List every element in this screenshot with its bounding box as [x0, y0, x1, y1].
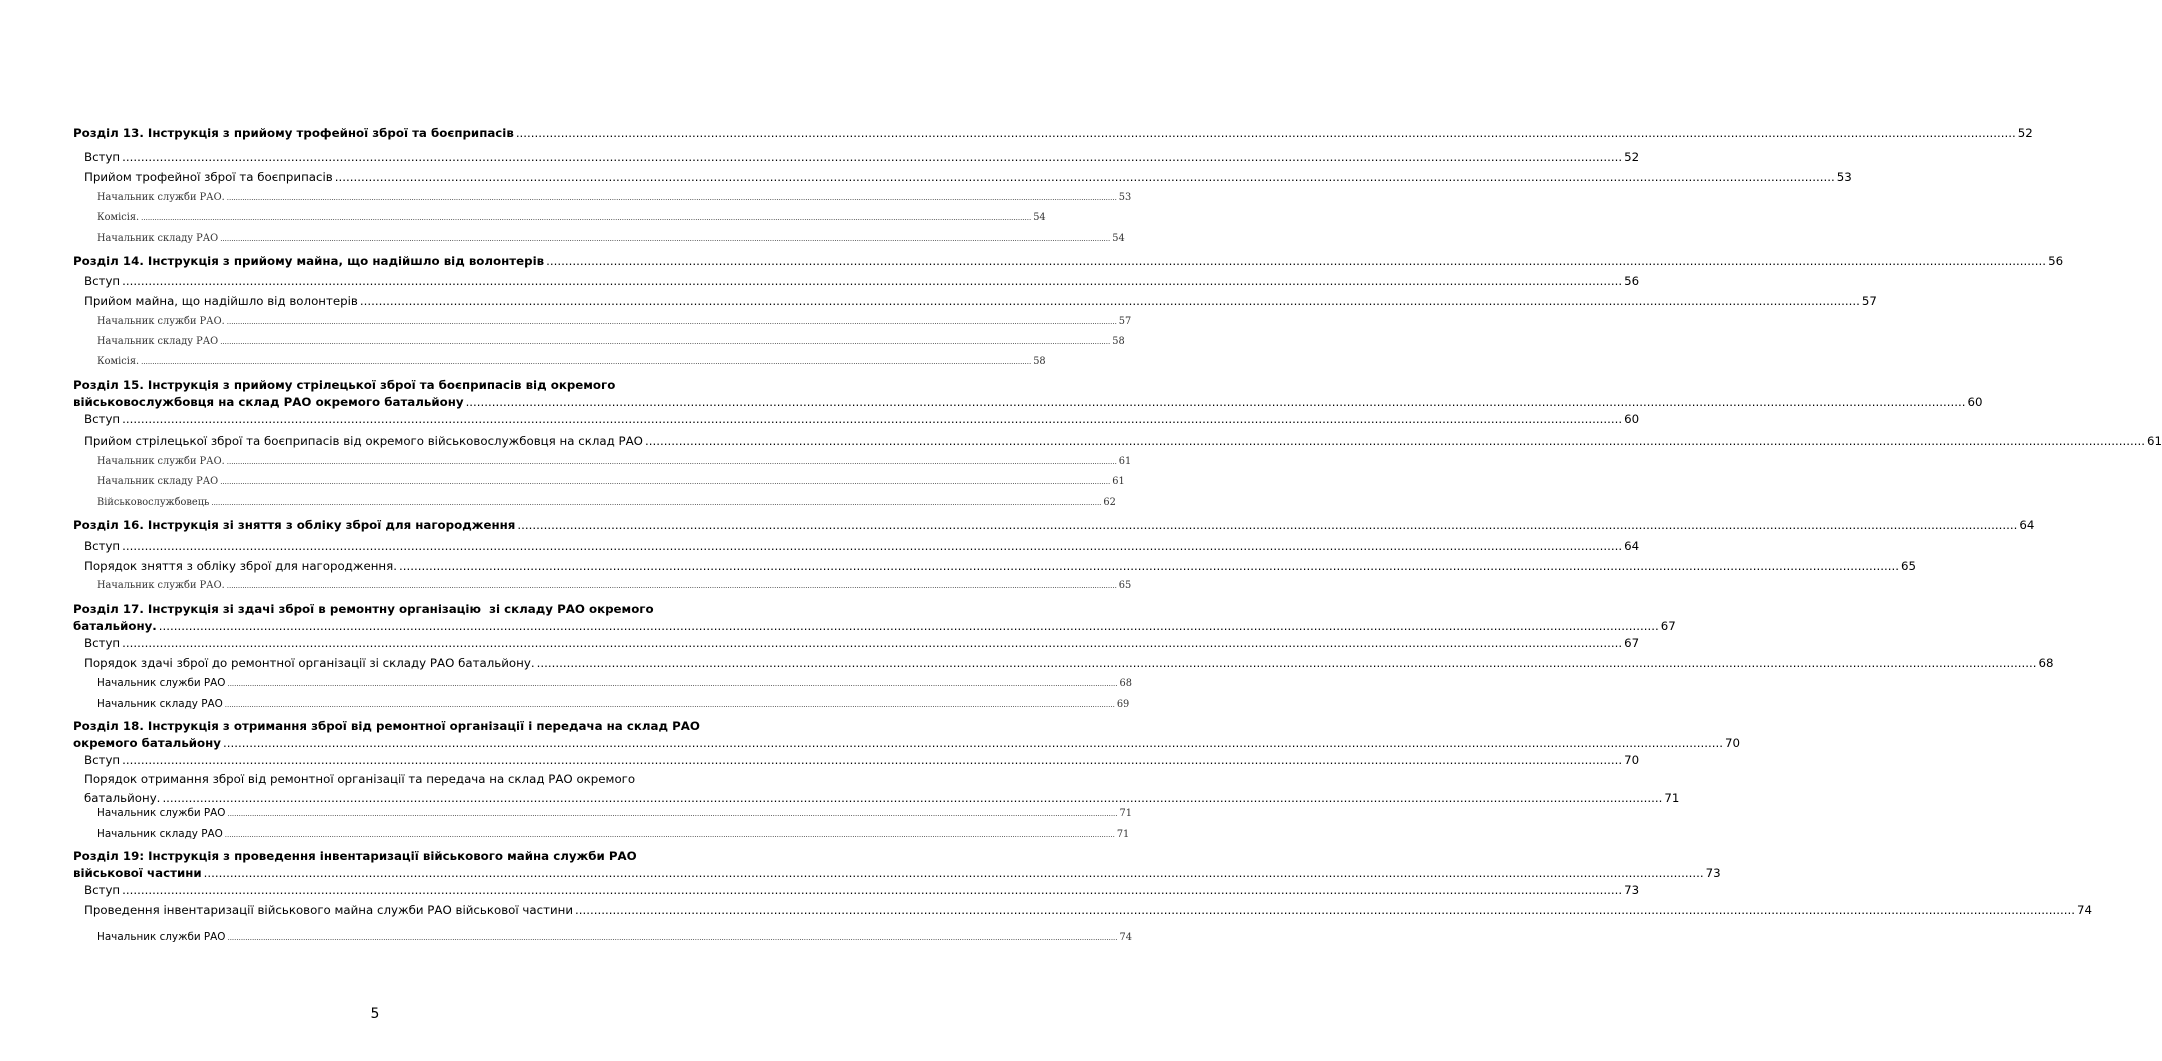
toc-page-number: 60 — [1624, 412, 1640, 426]
toc-line — [84, 901, 2092, 919]
toc-line — [73, 864, 1721, 882]
dot-leader: ................................................................................................................................................................................................................................................................................................................................................................................................................ — [226, 318, 1117, 326]
dot-leader: ................................................................................................................................................................................................................................................................................................................................................................................................................ — [122, 883, 1623, 897]
toc-title: Вступ — [84, 150, 121, 164]
toc-title: Порядок отримання зброї від ремонтної організації та передача на склад РАО окремого — [84, 772, 636, 786]
toc-line — [84, 432, 2162, 450]
toc-page-number: 69 — [1116, 699, 1130, 710]
dot-leader: ................................................................................................................................................................................................................................................................................................................................................................................................................ — [334, 170, 1835, 184]
toc-line — [97, 190, 1132, 206]
toc-line — [84, 557, 1916, 575]
toc-page-number: 74 — [2076, 903, 2092, 917]
toc-page-number: 71 — [1664, 791, 1680, 805]
dot-leader: ................................................................................................................................................................................................................................................................................................................................................................................................................ — [227, 934, 1118, 942]
dot-leader: ................................................................................................................................................................................................................................................................................................................................................................................................................ — [226, 194, 1117, 202]
dot-leader: ................................................................................................................................................................................................................................................................................................................................................................................................................ — [224, 831, 1115, 839]
toc-line — [97, 495, 1116, 511]
toc-line — [73, 617, 1676, 635]
toc-line — [84, 537, 1640, 555]
toc-line — [73, 734, 1740, 752]
toc-line — [84, 770, 668, 788]
toc-page-number: 74 — [1119, 932, 1132, 943]
dot-leader: ................................................................................................................................................................................................................................................................................................................................................................................................................ — [465, 395, 1966, 409]
dot-leader: ................................................................................................................................................................................................................................................................................................................................................................................................................ — [203, 866, 1704, 880]
toc-line — [84, 168, 1852, 186]
dot-leader: ................................................................................................................................................................................................................................................................................................................................................................................................................ — [220, 235, 1111, 243]
toc-line — [97, 675, 1132, 691]
toc-line — [84, 881, 1640, 899]
toc-title: Розділ 19: Інструкція з проведення інвентаризації військового майна служби РАО — [73, 849, 637, 863]
toc-page-number: 67 — [1624, 636, 1640, 650]
dot-leader: ................................................................................................................................................................................................................................................................................................................................................................................................................ — [536, 656, 2037, 670]
dot-leader: ................................................................................................................................................................................................................................................................................................................................................................................................................ — [359, 294, 1860, 308]
toc-line — [84, 654, 2054, 672]
toc-title: окремого батальйону — [73, 736, 221, 750]
toc-line — [84, 410, 1640, 428]
toc-line — [73, 252, 2064, 270]
dot-leader: ................................................................................................................................................................................................................................................................................................................................................................................................................ — [224, 701, 1115, 709]
toc-page-number: 68 — [2038, 656, 2054, 670]
toc-page-number: 71 — [1119, 808, 1132, 819]
toc-line — [97, 231, 1125, 247]
toc-title: Начальник служби РАО. — [97, 456, 225, 467]
toc-title: Вступ — [84, 274, 121, 288]
toc-line — [73, 516, 2035, 534]
toc-page-number: 52 — [2017, 126, 2033, 140]
dot-leader: ................................................................................................................................................................................................................................................................................................................................................................................................................ — [226, 458, 1117, 466]
toc-title: Розділ 14. Інструкція з прийому майна, що надійшло від волонтерів — [73, 254, 545, 268]
dot-leader: ................................................................................................................................................................................................................................................................................................................................................................................................................ — [226, 582, 1117, 590]
toc-title: Розділ 13. Інструкція з прийому трофейної зброї та боєприпасів — [73, 126, 514, 140]
dot-leader: ................................................................................................................................................................................................................................................................................................................................................................................................................ — [644, 434, 2145, 448]
dot-leader: ................................................................................................................................................................................................................................................................................................................................................................................................................ — [546, 254, 2047, 268]
dot-leader: ................................................................................................................................................................................................................................................................................................................................................................................................................ — [223, 736, 1723, 750]
toc-line — [73, 717, 700, 735]
dot-leader: ................................................................................................................................................................................................................................................................................................................................................................................................................ — [227, 810, 1118, 818]
dot-leader: ................................................................................................................................................................................................................................................................................................................................................................................................................ — [162, 791, 1663, 805]
toc-title: Військовослужбовець — [97, 497, 210, 508]
toc-page-number: 64 — [2019, 518, 2035, 532]
toc-title: Прийом стрілецької зброї та боєприпасів від окремого військовослужбовця на склад РАО — [84, 434, 643, 448]
toc-title: Розділ 16. Інструкція зі зняття з обліку зброї для нагородження — [73, 518, 516, 532]
toc-title: Вступ — [84, 753, 121, 767]
dot-leader: ................................................................................................................................................................................................................................................................................................................................................................................................................ — [517, 518, 2018, 532]
toc-title: Вступ — [84, 539, 121, 553]
toc-title: Начальник складу РАО — [97, 476, 219, 487]
toc-page-number: 67 — [1660, 619, 1676, 633]
toc-line — [97, 454, 1132, 470]
toc-title: Начальник служби РАО. — [97, 316, 225, 327]
toc-line — [97, 578, 1132, 594]
toc-line — [84, 272, 1640, 290]
toc-line — [73, 393, 1983, 411]
toc-title: Вступ — [84, 412, 121, 426]
toc-page-number: 60 — [1967, 395, 1983, 409]
toc-title: Проведення інвентаризації військового майна служби РАО військової частини — [84, 903, 574, 917]
toc-page-number: 62 — [1103, 497, 1116, 508]
toc-title: Начальник служби РАО — [97, 807, 226, 819]
toc-title: батальйону. — [73, 619, 157, 633]
toc-page-number: 70 — [1624, 753, 1640, 767]
toc-line — [97, 314, 1132, 330]
toc-page-number: 53 — [1836, 170, 1852, 184]
toc-page-number: 57 — [1118, 316, 1132, 327]
toc-title: Розділ 15. Інструкція з прийому стрілецької зброї та боєприпасів від окремого — [73, 378, 616, 392]
toc-title: Вступ — [84, 636, 121, 650]
dot-leader: ................................................................................................................................................................................................................................................................................................................................................................................................................ — [515, 126, 2016, 140]
toc-page-number: 73 — [1705, 866, 1721, 880]
toc-title: Комісія. — [97, 212, 140, 223]
toc-line — [97, 696, 1130, 712]
dot-leader: ................................................................................................................................................................................................................................................................................................................................................................................................................ — [122, 539, 1623, 553]
toc-line — [73, 600, 668, 618]
dot-leader: ................................................................................................................................................................................................................................................................................................................................................................................................................ — [227, 680, 1118, 688]
toc-title: Начальник служби РАО. — [97, 580, 225, 591]
toc-title: Начальник складу РАО — [97, 698, 223, 710]
toc-title: Розділ 17. Інструкція зі здачі зброї в ремонтну організацію зі складу РАО окремого — [73, 602, 654, 616]
dot-leader: ................................................................................................................................................................................................................................................................................................................................................................................................................ — [122, 412, 1623, 426]
toc-line — [97, 354, 1046, 370]
toc-title: військовослужбовця на склад РАО окремого батальйону — [73, 395, 464, 409]
dot-leader: ................................................................................................................................................................................................................................................................................................................................................................................................................ — [122, 753, 1623, 767]
toc-title: Начальник служби РАО — [97, 677, 226, 689]
toc-line — [84, 292, 1877, 310]
dot-leader: ................................................................................................................................................................................................................................................................................................................................................................................................................ — [141, 214, 1032, 222]
toc-page-number: 64 — [1624, 539, 1640, 553]
toc-line — [97, 826, 1130, 842]
page-number: 5 — [370, 1006, 380, 1022]
toc-title: Порядок зняття з обліку зброї для нагородження. — [84, 559, 397, 573]
toc-line — [97, 474, 1125, 490]
toc-page-number: 56 — [2048, 254, 2064, 268]
toc-page-number: 56 — [1624, 274, 1640, 288]
toc-line — [84, 634, 1640, 652]
toc-page-number: 61 — [1118, 456, 1132, 467]
toc-page-number: 73 — [1624, 883, 1640, 897]
toc-line — [84, 751, 1640, 769]
toc-title: військової частини — [73, 866, 202, 880]
toc-title: батальйону. — [84, 791, 161, 805]
toc-line — [73, 847, 668, 865]
dot-leader: ................................................................................................................................................................................................................................................................................................................................................................................................................ — [122, 636, 1623, 650]
toc-title: Начальник служби РАО — [97, 931, 226, 943]
toc-page-number: 61 — [1112, 476, 1125, 487]
toc-page-number: 58 — [1033, 356, 1046, 367]
toc-page-number: 65 — [1900, 559, 1916, 573]
dot-leader: ................................................................................................................................................................................................................................................................................................................................................................................................................ — [220, 338, 1111, 346]
dot-leader: ................................................................................................................................................................................................................................................................................................................................................................................................................ — [399, 559, 1899, 573]
toc-page-number: 57 — [1861, 294, 1877, 308]
toc-line — [97, 805, 1132, 821]
dot-leader: ................................................................................................................................................................................................................................................................................................................................................................................................................ — [211, 499, 1102, 507]
toc-page-number: 53 — [1118, 192, 1132, 203]
toc-title: Начальник складу РАО — [97, 828, 223, 840]
toc-title: Начальник складу РАО — [97, 233, 219, 244]
toc-page-number: 71 — [1116, 829, 1130, 840]
toc-page-number: 61 — [2146, 434, 2162, 448]
toc-line — [97, 210, 1046, 226]
toc-title: Прийом трофейної зброї та боєприпасів — [84, 170, 333, 184]
dot-leader: ................................................................................................................................................................................................................................................................................................................................................................................................................ — [122, 274, 1623, 288]
toc-title: Прийом майна, що надійшло від волонтерів — [84, 294, 358, 308]
toc-page-number: 70 — [1724, 736, 1740, 750]
toc-title: Начальник служби РАО. — [97, 192, 225, 203]
toc-page-number: 54 — [1112, 233, 1125, 244]
dot-leader: ................................................................................................................................................................................................................................................................................................................................................................................................................ — [122, 150, 1623, 164]
toc-title: Порядок здачі зброї до ремонтної організації зі складу РАО батальйону. — [84, 656, 535, 670]
dot-leader: ................................................................................................................................................................................................................................................................................................................................................................................................................ — [575, 903, 2075, 917]
toc-line — [84, 148, 1640, 166]
toc-page-number: 68 — [1119, 678, 1132, 689]
toc-title: Розділ 18. Інструкція з отримання зброї від ремонтної організації і передача на склад РАО — [73, 719, 700, 733]
dot-leader: ................................................................................................................................................................................................................................................................................................................................................................................................................ — [220, 478, 1111, 486]
toc-title: Вступ — [84, 883, 121, 897]
dot-leader: ................................................................................................................................................................................................................................................................................................................................................................................................................ — [158, 619, 1659, 633]
toc-page-number: 52 — [1624, 150, 1640, 164]
toc-title: Начальник складу РАО — [97, 336, 219, 347]
toc-line — [97, 334, 1125, 350]
toc-line — [73, 124, 2033, 142]
toc-page-number: 65 — [1118, 580, 1132, 591]
toc-line — [97, 929, 1132, 945]
toc-line — [73, 376, 668, 394]
toc-page-number: 54 — [1033, 212, 1046, 223]
dot-leader: ................................................................................................................................................................................................................................................................................................................................................................................................................ — [141, 358, 1032, 366]
toc-page-number: 58 — [1112, 336, 1125, 347]
toc-title: Комісія. — [97, 356, 140, 367]
